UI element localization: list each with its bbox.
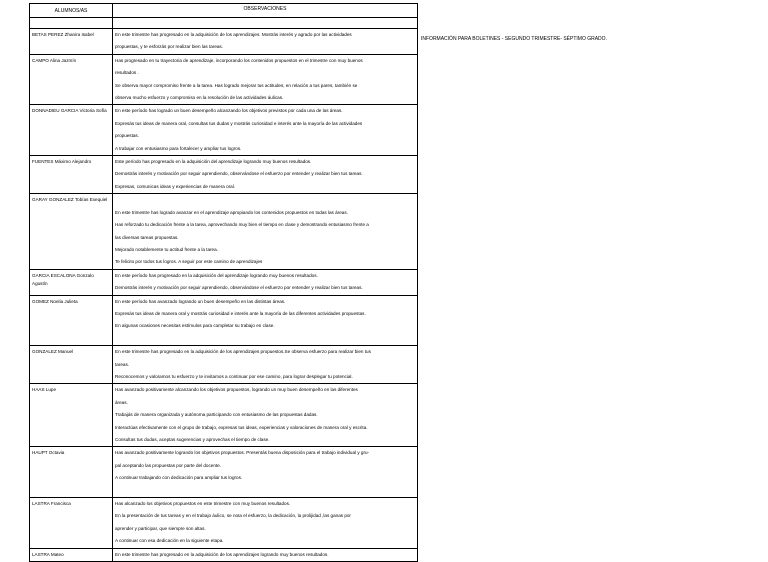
observation-line: Trabajás de manera organizada y autónoma participando con entusiasmo de las propuestas dadas. [115,412,318,418]
header-observations: OBSERVACIONES [113,4,418,18]
table-row [30,346,418,384]
observation-line: propuestas. [115,133,140,139]
table-row [30,194,418,269]
student-name: FUENTES Máximo Alejandro [30,156,113,194]
observation-line: En este trimestre has progresado en la adquisición de los aprendizajes propuestos.Se observa esfuerzo para realizar bien tus [115,349,371,355]
table-row [30,105,418,156]
student-name: GARCIA ESCALONA Gonzalo Agustín [30,269,113,295]
student-name: HAAS Lupe [30,384,113,447]
student-observation [113,548,418,561]
observation-line: Has avanzado positivamente alcanzando los objetivos propuestos, logrando un muy buen desempeño en las diferentes [115,387,358,393]
observation-line: aprender y participar, que siempre son altas. [115,525,206,531]
student-name: DONNADIEU GARCIA Victoria Sofía [30,105,113,156]
observation-line: Se observa mayor compromiso frente a la tarea. Has logrado mejorar tus actitudes, en relación a tus pares, también se [115,82,358,88]
observations-table [29,3,418,562]
observation-line: áreas. [115,399,128,405]
observation-line: En este período has avanzado logrando un buen desempeño en las distintas áreas. [115,298,286,304]
student-name: LASTRA Mateo [30,548,113,561]
table-row [30,54,418,105]
observation-line: A trabajar con entusiasmo para fortalecer y ampliar tus logros. [115,145,242,151]
report-title: INFORMACIÓN PARA BOLETINES - SEGUNDO TRIMESTRE- SÉPTIMO GRADO. [421,36,607,42]
observation-line: En la presentación de tus tareas y en el trabajo áulico, se nota el esfuerzo, la dedicación, la prolijidad ,las ganas por [115,513,351,519]
observation-line: propuestas, y te esforzás por realizar bien las tareas. [115,44,224,50]
table-row [30,384,418,447]
student-observation [113,156,418,194]
observation-line [115,333,415,345]
observation-line: pal aceptando las propuestas por parte del docente. [115,462,221,468]
observation-line: Demostrás interés y motivación por seguir aprendiendo, observándose el esfuerzo por entender y realizar bien tus tareas. [115,285,363,291]
student-name: GOMEZ Noelia Julieta [30,295,113,346]
observation-line: En este período has logrado un buen desempeño alcanzando los objetivos previstos por cada una de las áreas. [115,108,343,114]
spacer-cell [113,18,418,29]
observation-line: Te felicito por todos tus logros. A seguir por este camino de aprendizajes [115,259,263,265]
table-row [30,498,418,549]
observation-line: Has reforzado tu dedicación frente a la tarea, aprovechando muy bien el tiempo en clase y demostrando entusiasmo frente a [115,222,369,228]
student-name: HAUPT Octavia [30,447,113,498]
observation-line: Mejorado notablemente tu actitud frente a la tarea. [115,246,218,252]
observation-line [115,194,415,206]
student-name: CAMPO Alina Jazmín [30,54,113,105]
student-observation [113,269,418,295]
table-row [30,548,418,561]
observation-line: Expresas, comunicas ideas y experiencias de manera oral. [115,183,236,189]
header-students: ALUMNOS/AS [30,4,113,18]
observation-line: resultados . [115,70,139,76]
student-observation [113,295,418,346]
student-name: GONZALEZ Manuel [30,346,113,384]
table-row [30,269,418,295]
student-observation [113,29,418,55]
observation-line: Has progresado en tu trayectoria de aprendizaje, incorporando los contenidos propuestos en el trimestre con muy buenos [115,57,363,63]
observation-line: Has avanzado positivamente logrando los objetivos propuestos. Presentás buena disposición para el trabajo individual y gru- [115,450,370,456]
spacer-cell [30,18,113,29]
student-observation [113,54,418,105]
table-row [30,29,418,55]
observation-line: Este período has progresado en la adquisición del aprendizaje logrando muy buenos resultados. [115,159,312,165]
spacer-row [30,18,418,29]
observation-line: Interactúas efectivamente con el grupo de trabajo, expresas tus ideas, experiencias y valoraciones de manera oral y escrita. [115,424,368,430]
student-observation [113,194,418,269]
student-name: LASTRA Francisca [30,498,113,549]
observation-line [115,485,415,497]
student-observation [113,498,418,549]
table-row [30,447,418,498]
observation-line: En algunas ocasiones necesitas estímulos para completar su trabajo en clase. [115,323,275,329]
observation-line: observa mucho esfuerzo y compromiso en la resolución de las actividades áulicas. [115,95,284,101]
observation-line: las diversas tareas propuestas. [115,234,179,240]
observation-line: Reconocemos y valoramos tu esfuerzo y te invitamos a continuar por ese camino, para lograr desplegar tu potencial. [115,373,353,379]
student-observation [113,346,418,384]
observation-line: A continuar trabajando con dedicación para ampliar tus logros. [115,475,243,481]
student-observation [113,447,418,498]
observation-line: A continuar con esa dedicación en la siguiente etapa. [115,538,224,544]
observation-line: Expresás tus ideas de manera oral, consultas tus dudas y mostrás curiosidad e interés ante la mayoría de las actividades [115,120,363,126]
observation-line: Demostrás interés y motivación por seguir aprendiendo, observándose el esfuerzo por entender y realizar bien tus tareas. [115,171,363,177]
observation-line: tareas. [115,361,130,367]
observation-line: En este período has progresado en la adquisición del aprendizaje logrando muy buenos resultados. [115,272,318,278]
student-observation [113,384,418,447]
table-row [30,295,418,346]
observation-line: Consultas tus dudas, aceptas sugerencias y aprovechas el tiempo de clase. [115,437,270,442]
observation-line: Has alcanzado los objetivos propuestos en este trimestre con muy buenos resultados. [115,501,291,507]
table-header-row [30,4,418,18]
observation-line: Expresás tus ideas de manera oral y mostrás curiosidad e interés ante la mayoría de las diferentes actividades propuestas. [115,310,366,316]
student-name: BETAS PEREZ Zhanira Isabel [30,29,113,55]
student-name: GARAY GONZALEZ Tobías Exequiel [30,194,113,269]
observation-line: En este trimestre has logrado avanzar en el aprendizaje apropiando los contenidos propuestos en todas las áreas. [115,209,348,215]
table-row [30,156,418,194]
observation-line: En este trimestre has progresado en la adquisición de los aprendizajes logrando muy buenos resultados. [115,551,329,557]
observation-line: En este trimestre has progresado en la adquisición de los aprendizajes. Mostrás interés y agrado por las actividades [115,32,352,37]
student-observation [113,105,418,156]
